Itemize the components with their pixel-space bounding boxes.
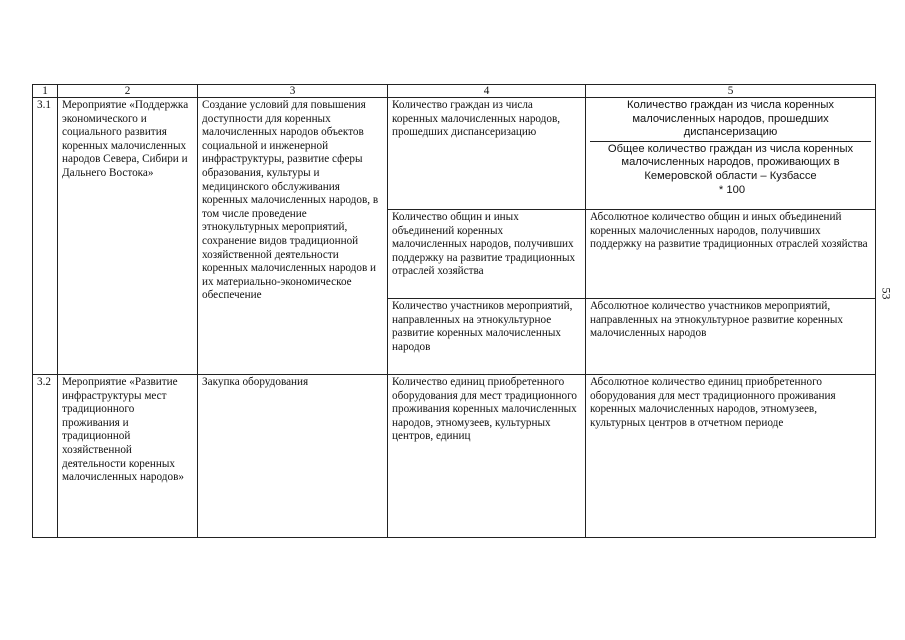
header-cell-2: 2: [58, 85, 198, 98]
formula-denominator: Общее количество граждан из числа коренных малочисленных народов, проживающих в Кемеровской области – Кузбассе: [607, 142, 854, 182]
indicator-name: Количество единиц приобретенного оборудования для мест традиционного проживания коренных малочисленных народов, этномузеев, культурных центров, единиц: [388, 375, 586, 538]
page-number: 53: [879, 287, 894, 300]
event-name: Мероприятие «Развитие инфраструктуры мест традиционного проживания и традиционной хозяйственной деятельности коренных малочисленных народов»: [58, 375, 198, 538]
row-number: 3.1: [33, 98, 58, 375]
table-row: [33, 98, 876, 210]
header-cell-3: 3: [198, 85, 388, 98]
event-description: Закупка оборудования: [198, 375, 388, 538]
table-row: [33, 375, 876, 538]
indicator-method: Абсолютное количество участников мероприятий, направленных на этнокультурное развитие коренных малочисленных народов: [586, 299, 876, 375]
indicator-formula: [586, 98, 876, 210]
indicator-method: Абсолютное количество общин и иных объединений коренных малочисленных народов, получивших поддержку на развитие традиционных отраслей хозяйства: [586, 210, 876, 299]
formula-numerator: Количество граждан из числа коренных малочисленных народов, прошедших диспансеризацию: [627, 99, 834, 139]
table-header-row: [33, 85, 876, 98]
formula-multiplier: * 100: [718, 183, 746, 196]
event-description: Создание условий для повышения доступности для коренных малочисленных народов объектов социальной и инженерной инфраструктуры, развитие сферы образования, культуры и медицинского обслуживания коренных малочисленных народов, в том числе проведение этнокультурных мероприятий, сохранение видов традиционной хозяйственной деятельности коренных малочисленных народов и их материально-экономическое обеспечение: [198, 98, 388, 375]
indicator-name: Количество общин и иных объединений коренных малочисленных народов, получивших поддержку на развитие традиционных отраслей хозяйства: [388, 210, 586, 299]
header-cell-1: 1: [33, 85, 58, 98]
indicators-table: [32, 84, 876, 538]
indicator-name: Количество граждан из числа коренных малочисленных народов, прошедших диспансеризацию: [388, 98, 586, 210]
indicator-method: Абсолютное количество единиц приобретенного оборудования для мест традиционного проживания коренных малочисленных народов, этномузеев, культурных центров в отчетном периоде: [586, 375, 876, 538]
header-cell-4: 4: [388, 85, 586, 98]
indicator-name: Количество участников мероприятий, направленных на этнокультурное развитие коренных малочисленных народов: [388, 299, 586, 375]
event-name: Мероприятие «Поддержка экономического и социального развития коренных малочисленных народов Севера, Сибири и Дальнего Востока»: [58, 98, 198, 375]
header-cell-5: 5: [586, 85, 876, 98]
row-number: 3.2: [33, 375, 58, 538]
fraction: [590, 99, 871, 184]
